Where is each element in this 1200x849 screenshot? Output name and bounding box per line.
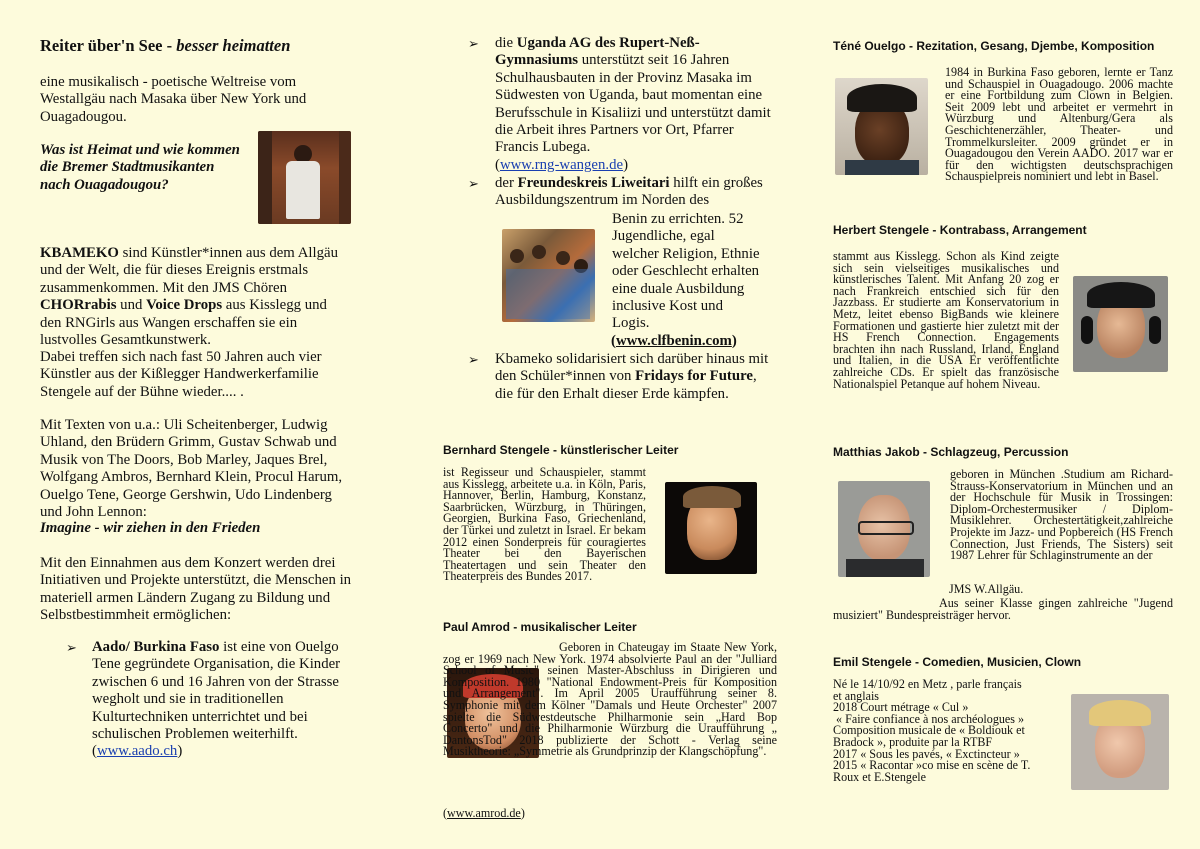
solidarity-paragraph: Kbameko solidarisiert sich darüber hinaus mit den Schüler*innen von Fridays for Future, die für den Erhalt dieser Erde kämpfen. (495, 351, 769, 402)
tene-bio: 1984 in Burkina Faso geboren, lernte er Tanz und Schauspiel in Ouagadougo. 2006 machte er eine Fortbildung zum Clown in Belgien. Seit 2009 lebt und arbeitet er vermehrt in Würzburg und Altenburg/Gera als Geschichtenerzähler, Theater- und Trommelkursleiter. 2009 gründet er in Ouagadougou den Verein AADO. 2017 war er für den wichtigsten deutschsprachigen Schauspielpreis nominiert und lebt in Basel. (945, 65, 1173, 184)
photo-herbert (1073, 276, 1168, 372)
matthias-bio: geboren in München .Studium am Richard-Strauss-Konservatorium in München und an der Hochschule für Musik in Trossingen: Diplom-Orchestermusiker / Diplom-Musiklehrer. Orchestertätigkeit,zahlreiche Projekte im Jazz- und Popbereich (HS French Connection, Just Friends, The Sisters) seit 1987 Lehrer für Schlaginstrumente an der (950, 467, 1173, 563)
benin-text: Benin zu errichten. 52 Jugendliche, egal welcher Religion, Ethnie oder Geschlecht erhalten eine duale Ausbildung inclusive Kost und Logis. (612, 211, 760, 332)
aado-paragraph: Aado/ Burkina Faso ist eine von Ouelgo Tene gegründete Organisation, die Kinder zwischen 6 und 16 Jahren von der Strasse wegholt und sie in traditionellen Kulturtechniken unterrichtet und bei schulischen Problemen weiterhilft. (www.aado.ch) (92, 639, 341, 760)
tene-header: Téné Ouelgo - Rezitation, Gesang, Djembe, Komposition (833, 39, 1155, 53)
imagine-line: Imagine - wir ziehen in den Frieden (40, 520, 261, 536)
photo-tene (835, 78, 928, 175)
herbert-header: Herbert Stengele - Kontrabass, Arrangement (833, 223, 1087, 237)
photo-bernhard (665, 482, 757, 574)
paul-bio: Geboren in Chateugay im Staate New York, zog er 1969 nach New York. 1974 absolvierte Paul an der "Julliard School of Music" seinen Master-Abschluss in Dirigieren und Komposition. 1980 "National Endowment-Preis für Komposition und Arrangement". Im April 2005 Uraufführung seiner 8. Symphonie mit dem Kölner "Damals und Heute Orchester" 2007 spielte die Südwestdeutsche Philharmonie sein „Hard Bop Concerto" und die Philharmonie Würzburg die Uraufführung „ DantonsTod" 2018 publizierte der Schott - Verlag seine Musiktheorie: „Symmetrie als Grundprinzip der Klangschöpfung". (443, 640, 777, 759)
proceeds-paragraph: Mit den Einnahmen aus dem Konzert werden drei Initiativen und Projekte unterstützt, die Menschen in materiell armen Ländern Zugang zu Bildung und Selbstbestimmheit ermöglichen: (40, 555, 352, 624)
bullet-arrow-icon: ➢ (66, 641, 77, 656)
question-text: Was ist Heimat und wie kommen die Bremer Stadtmusikanten nach Ouagadougou? (40, 142, 240, 193)
photo-performer (258, 131, 351, 224)
aado-link[interactable]: www.aado.ch (96, 743, 178, 760)
kbameko-paragraph: KBAMEKO sind Künstler*innen aus dem Allgäu und der Welt, die für dieses Ereignis erstmals zusammenkommen. Mit den JMS Chören CHORrabis und Voice Drops aus Kisslegg und den RNGirls aus Wangen erschaffen sie ein lustvolles Gesamtkunstwerk. (40, 245, 338, 349)
bullet-arrow-icon: ➢ (468, 353, 479, 368)
bernhard-header: Bernhard Stengele - künstlerischer Leiter (443, 443, 679, 457)
intro-text: eine musikalisch - poetische Weltreise vom Westallgäu nach Masaka über New York und Ouagadougou. (40, 74, 307, 125)
paul-header: Paul Amrod - musikalischer Leiter (443, 620, 637, 634)
texts-paragraph: Mit Texten von u.a.: Uli Scheitenberger, Ludwig Uhland, den Brüdern Grimm, Gustav Schwab und Musik von The Doors, Bob Marley, Jaques Brel, Wolfgang Ambros, Bernhard Klein, Procul Harum, Ouelgo Tene, George Gershwin, Udo Lindenberg und John Lennon: (40, 417, 343, 521)
matthias-school: JMS W.Allgäu. (949, 582, 1024, 596)
matthias-header: Matthias Jakob - Schlagzeug, Percussion (833, 445, 1069, 459)
amrod-link[interactable]: www.amrod.de (447, 806, 521, 820)
bernhard-bio: ist Regisseur und Schauspieler, stammt aus Kisslegg, arbeitete u.a. in Köln, Paris, Hannover, Berlin, Hamburg, Konstanz, Saarbrücken, Würzburg, in Thüringen, Georgien, Burkina Faso, Griechenland, der Türkei und zuletzt in Israel. Er bekam 2012 einen Sonderpreis für couragiertes Theater bei den Bayerischen Theatertagen und sein Theater den Theaterpreis des Bundes 2017. (443, 465, 646, 584)
matthias-students: Aus seiner Klasse gingen zahlreiche "Jugend musiziert" Bundespreisträger hervor. (833, 596, 1173, 622)
photo-emil (1071, 694, 1169, 790)
freundeskreis-paragraph: der Freundeskreis Liweitari hilft ein großes Ausbildungszentrum im Norden des (495, 175, 763, 209)
clfbenin-link[interactable]: www.clfbenin.com (615, 333, 732, 349)
uganda-paragraph: die Uganda AG des Rupert-Neß-Gymnasiums unterstützt seit 16 Jahren Schulhausbauten in der Provinz Masaka im Südwesten von Uganda, baut momentan eine Berufsschule in Kisaliizi und unterstützt damit die Arbeit ihres Partners vor Ort, Pfarrer Francis Lubega. (www.rng-wangen.de) (495, 35, 771, 173)
family-paragraph: Dabei treffen sich nach fast 50 Jahren auch vier Künstler aus der Kißlegger Handwerkerfamilie Stengele auf der Bühne wieder.... . (40, 349, 322, 400)
emil-bio: Né le 14/10/92 en Metz , parle français et anglais 2018 Court métrage « Cul » « Faire confiance à nos archéologues » Composition musicale de « Boldiouk et Bradock », produite par la RTBF 2017 « Sous les pavés, « Exctincteur » 2015 « Racontar »co mise en scène de T. Roux et E.Stengele (833, 677, 1031, 784)
herbert-bio: stammt aus Kisslegg. Schon als Kind zeigte sich sein vielseitiges musikalisches und künstlerisches Talent. Mit Anfang 20 zog er nach Frankreich entschied sich für den Jazzbass. Er studierte am Konservatorium in Metz, leitet ebenso BigBands wie kleinere Formationen und gastierte hier zuletzt mit der HS French Connection. Engagements brachten ihn nach Russland, Irland, England und Italien, in die USA Er veröffentlichte zahlreiche CDs. Er spielt das französische Nationalspiel Petanque auf hohem Niveau. (833, 249, 1059, 391)
photo-matthias (838, 481, 930, 577)
bullet-arrow-icon: ➢ (468, 37, 479, 52)
emil-header: Emil Stengele - Comedien, Musicien, Clown (833, 655, 1082, 669)
page-title: Reiter über'n See - besser heimatten (40, 36, 291, 55)
rng-link[interactable]: www.rng-wangen.de (499, 156, 624, 173)
paul-link-line: (www.amrod.de) (443, 806, 525, 820)
bullet-arrow-icon: ➢ (468, 177, 479, 192)
photo-benin-youth (502, 229, 595, 322)
clfbenin-line: (www.clfbenin.com) (611, 333, 737, 349)
